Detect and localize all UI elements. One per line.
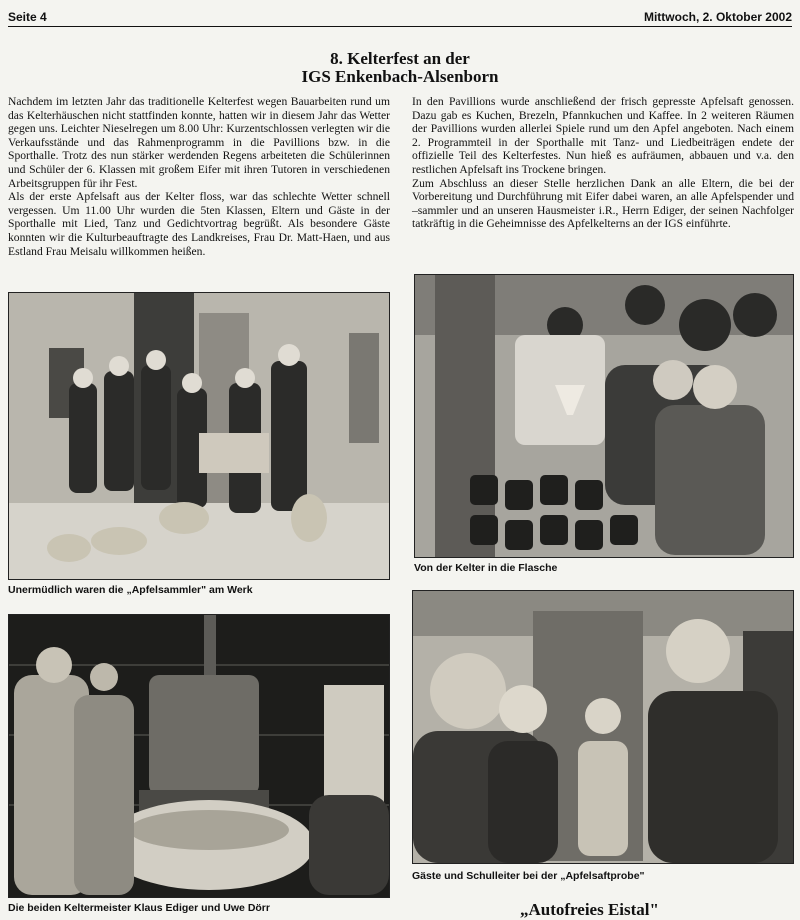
page-header — [8, 8, 792, 27]
article-title — [200, 50, 600, 86]
page-number: Seite 4 — [8, 10, 47, 24]
photo-apple-collectors — [8, 292, 390, 580]
photo-juice-tasting — [412, 590, 794, 864]
article-title-line1: 8. Kelterfest an der — [330, 49, 470, 68]
article-column-left — [8, 95, 390, 258]
photo-caption: Von der Kelter in die Flasche — [414, 562, 558, 574]
article-column-right — [412, 95, 794, 231]
issue-date: Mittwoch, 2. Oktober 2002 — [643, 10, 792, 24]
next-article-title: „Autofreies Eistal" — [520, 900, 659, 919]
paragraph: Als der erste Apfelsaft aus der Kelter floss, war das schlechte Wetter schnell vergessen. Um 11.00 Uhr wurden die 5ten Klassen, Eltern und Gäste in der Sporthalle mit Lied, Tanz und Gedichtvortrag begrüßt. Als besondere Gäste konnten wir die Kulturbeauftragte des Landkreises, Frau Dr. Matt-Haen, und aus Estland Frau Meisalu willkommen heißen. — [8, 190, 390, 258]
photo-caption: Die beiden Keltermeister Klaus Ediger und Uwe Dörr — [8, 902, 270, 914]
photo-caption: Unermüdlich waren die „Apfelsammler" am Werk — [8, 584, 253, 596]
paragraph: Nachdem im letzten Jahr das traditionelle Kelterfest wegen Bauarbeiten rund um das Kelterhäuschen nicht stattfinden konnte, hatten wir in diesem Jahr das Wetter gegen uns. Leichter Nieselregen um 8.00 Uhr: Kurzentschlossen verlegten wir die Verkaufsstände und das Rahmenprogramm in die Pavillions bzw. in die Sporthalle. Trotz des nun stärker werdenden Regens arbeiteten die Schülerinnen und Schüler der 6. Klassen mit großem Eifer mit ihren Tutoren in verschiedenen Arbeitsgruppen für ihr Fest. — [8, 95, 390, 190]
photo-caption: Gäste und Schulleiter bei der „Apfelsaftprobe" — [412, 870, 645, 882]
photo-juice-bottling — [414, 274, 794, 558]
article-title-line2: IGS Enkenbach-Alsenborn — [301, 67, 499, 86]
photo-cider-press — [8, 614, 390, 898]
paragraph: In den Pavillions wurde anschließend der frisch gepresste Apfelsaft genossen. Dazu gab es Kuchen, Brezeln, Pfannkuchen und Kaffee. In 2 weiteren Räumen der Pavillions wurden allerlei Spiele rund um den Apfel angeboten. Nach einem 2. Programmteil in der Sporthalle mit Tanz- und Liedbeiträgen endete der offizielle Teil des Kelterfestes. Nun hieß es aufräumen, abbauen und v.a. den restlichen Apfelsaft ins Trockene bringen. — [412, 95, 794, 176]
paragraph: Zum Abschluss an dieser Stelle herzlichen Dank an alle Eltern, die bei der Vorbereitung und Durchführung mit Eifer dabei waren, an alle Apfelspender und –sammler und an unseren Hausmeister i.R., Herrn Ediger, der seinen Nachfolger tatkräftig in die Geheimnisse des Apfelkelterns an der IGS einführte. — [412, 176, 794, 231]
